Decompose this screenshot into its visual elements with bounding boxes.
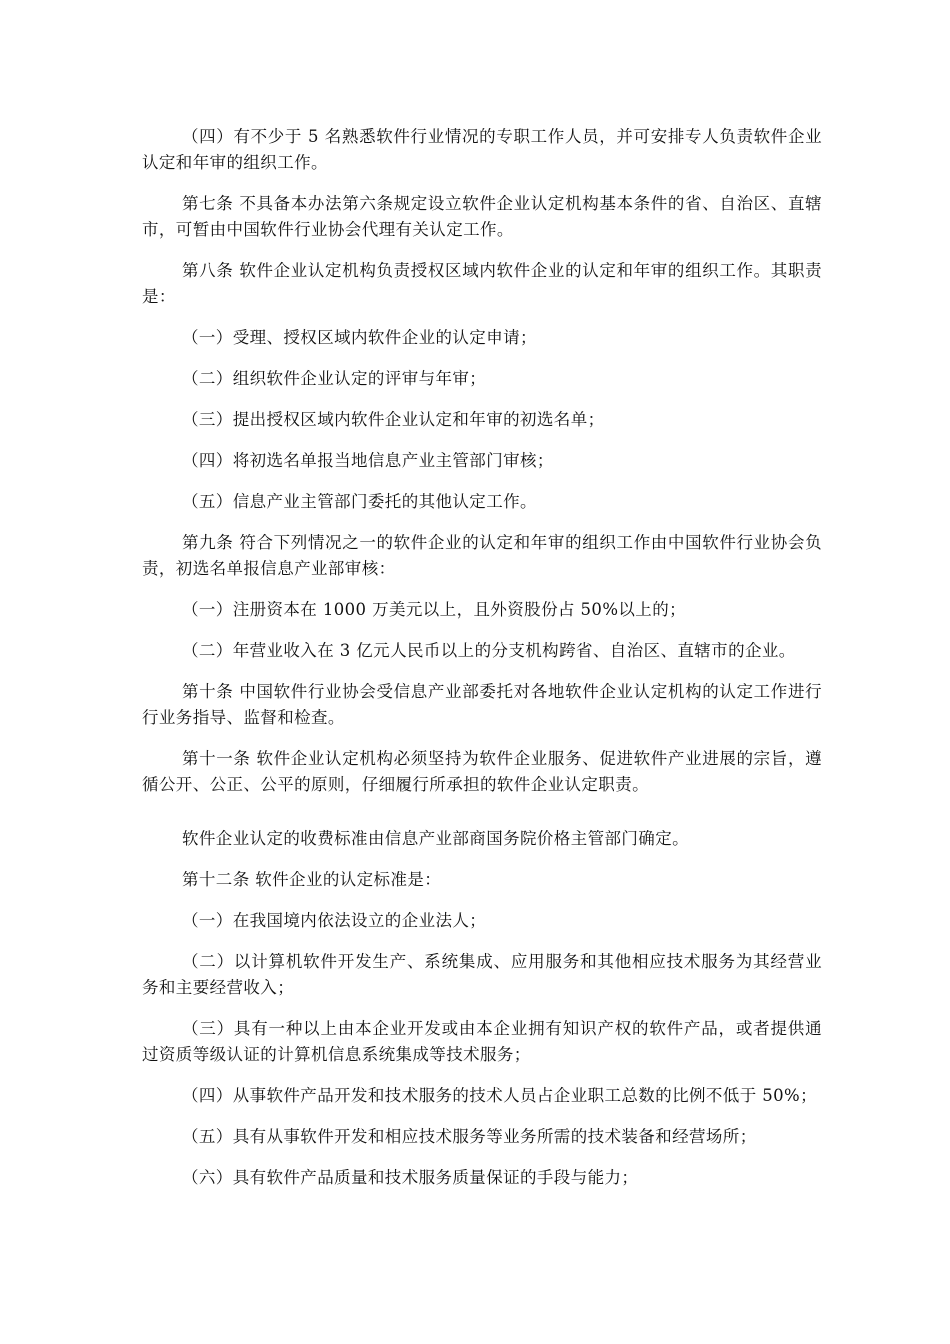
document-page — [142, 124, 822, 1206]
paragraph-condition-1: （一）注册资本在 1000 万美元以上，且外资股份占 50%以上的； — [182, 600, 686, 619]
paragraph-duty-1: （一）受理、授权区域内软件企业的认定申请； — [182, 328, 537, 347]
paragraph-standard-1: （一）在我国境内依法设立的企业法人； — [182, 911, 487, 930]
paragraph-fee-standard: 软件企业认定的收费标准由信息产业部商国务院价格主管部门确定。 — [182, 829, 689, 848]
paragraph-standard-6: （六）具有软件产品质量和技术服务质量保证的手段与能力； — [182, 1168, 639, 1187]
paragraph-duty-3: （三）提出授权区域内软件企业认定和年审的初选名单； — [182, 410, 605, 429]
paragraph-standard-5: （五）具有从事软件开发和相应技术服务等业务所需的技术装备和经营场所； — [182, 1127, 757, 1146]
paragraph-article-7: 第七条 不具备本办法第六条规定设立软件企业认定机构基本条件的省、自治区、直辖市，可暂由中国软件行业协会代理有关认定工作。 — [142, 194, 822, 239]
paragraph-standard-3: （三）具有一种以上由本企业开发或由本企业拥有知识产权的软件产品，或者提供通过资质等级认证的计算机信息系统集成等技术服务； — [142, 1019, 822, 1064]
paragraph-article-8: 第八条 软件企业认定机构负责授权区域内软件企业的认定和年审的组织工作。其职责是： — [142, 261, 822, 306]
paragraph-duty-4: （四）将初选名单报当地信息产业主管部门审核； — [182, 451, 554, 470]
paragraph-article-9: 第九条 符合下列情况之一的软件企业的认定和年审的组织工作由中国软件行业协会负责，初选名单报信息产业部审核： — [142, 533, 822, 578]
paragraph-standard-2: （二）以计算机软件开发生产、系统集成、应用服务和其他相应技术服务为其经营业务和主要经营收入； — [142, 952, 822, 997]
paragraph-condition-2: （二）年营业收入在 3 亿元人民币以上的分支机构跨省、自治区、直辖市的企业。 — [182, 641, 796, 660]
paragraph-duty-2: （二）组织软件企业认定的评审与年审； — [182, 369, 487, 388]
paragraph-article-10: 第十条 中国软件行业协会受信息产业部委托对各地软件企业认定机构的认定工作进行行业务指导、监督和检查。 — [142, 682, 822, 727]
paragraph-standard-4: （四）从事软件产品开发和技术服务的技术人员占企业职工总数的比例不低于 50%； — [182, 1086, 818, 1105]
paragraph-duty-5: （五）信息产业主管部门委托的其他认定工作。 — [182, 492, 537, 511]
paragraph-article-11: 第十一条 软件企业认定机构必须坚持为软件企业服务、促进软件产业进展的宗旨，遵循公开、公正、公平的原则，仔细履行所承担的软件企业认定职责。 — [142, 749, 822, 794]
paragraph-article-12: 第十二条 软件企业的认定标准是： — [182, 870, 442, 889]
paragraph-staff-requirement: （四）有不少于 5 名熟悉软件行业情况的专职工作人员，并可安排专人负责软件企业认定和年审的组织工作。 — [142, 127, 822, 172]
